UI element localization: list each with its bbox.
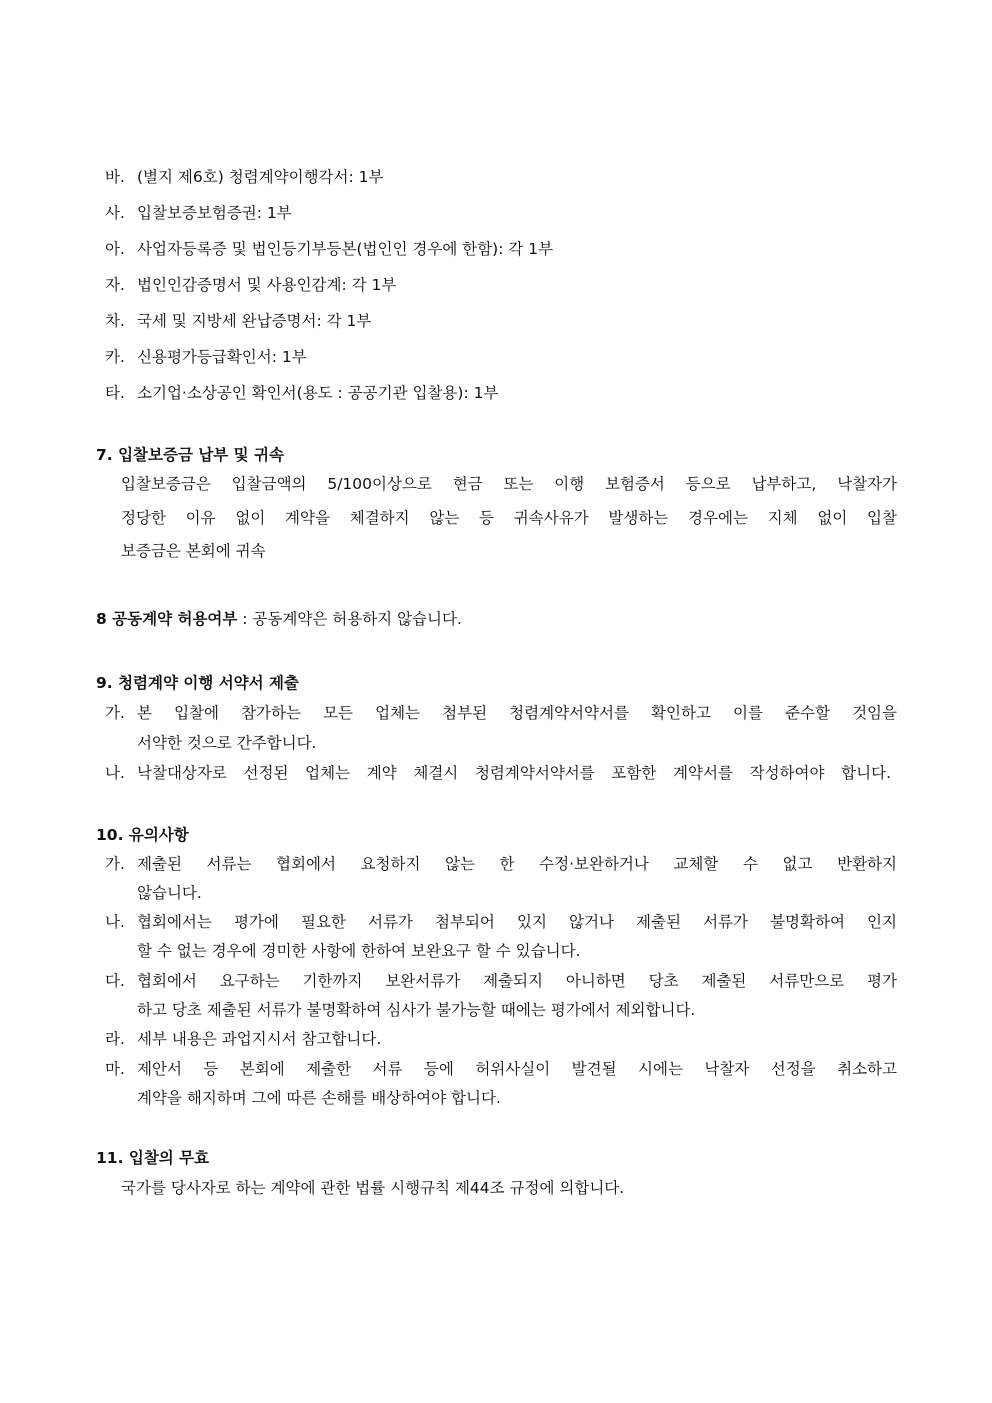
list-item	[105, 274, 396, 296]
list-item-text: 신용평가등급확인서: 1부	[137, 348, 307, 366]
list-marker: 나.	[105, 913, 125, 931]
list-item-text: 협회에서는 평가에 필요한 서류가 첨부되어 있지 않거나 제출된 서류가 불명확하여 인지	[137, 913, 897, 931]
list-item-text: 협회에서 요구하는 기한까지 보완서류가 제출되지 아니하면 당초 제출된 서류만으로 평가	[137, 972, 897, 990]
list-marker: 마.	[105, 1060, 125, 1078]
list-item-text: 서약한 것으로 간주합니다.	[137, 734, 317, 752]
list-marker: 자.	[105, 276, 125, 294]
section-heading	[96, 608, 462, 630]
list-item	[105, 166, 383, 188]
list-item-text: (별지 제6호) 청렴계약이행각서: 1부	[137, 168, 384, 186]
list-marker: 나.	[105, 764, 125, 782]
section-inline-text: : 공동계약은 허용하지 않습니다.	[237, 610, 462, 628]
paragraph-line: 국가를 당사자로 하는 계약에 관한 법률 시행규칙 제44조 규정에 의합니다.	[121, 1179, 625, 1197]
list-item-text: 제안서 등 본회에 제출한 서류 등에 허위사실이 발견될 시에는 낙찰자 선정을 취소하고	[137, 1060, 897, 1078]
list-marker: 라.	[105, 1030, 125, 1048]
list-marker: 다.	[105, 972, 125, 990]
paragraph-line: 입찰보증금은 입찰금액의 5/100이상으로 현금 또는 이행 보험증서 등으로 납부하고, 낙찰자가	[121, 475, 897, 493]
list-item-text: 소기업·소상공인 확인서(용도 : 공공기관 입찰용): 1부	[137, 384, 499, 402]
list-item-text: 계약을 해지하며 그에 따른 손해를 배상하여야 합니다.	[137, 1089, 501, 1107]
list-item	[105, 346, 307, 368]
list-marker: 가.	[105, 855, 125, 873]
list-item-text: 입찰보증보험증권: 1부	[137, 204, 292, 222]
paragraph-line: 정당한 이유 없이 계약을 체결하지 않는 등 귀속사유가 발생하는 경우에는 지체 없이 입찰	[121, 509, 897, 527]
list-marker: 카.	[105, 348, 125, 366]
list-marker: 사.	[105, 204, 125, 222]
list-item-text: 국세 및 지방세 완납증명서: 각 1부	[137, 312, 372, 330]
list-marker: 가.	[105, 704, 125, 722]
list-item	[105, 238, 553, 260]
section-heading: 7. 입찰보증금 납부 및 귀속	[96, 446, 284, 464]
list-marker: 바.	[105, 168, 125, 186]
list-item-text: 낙찰대상자로 선정된 업체는 계약 체결시 청렴계약서약서를 포함한 계약서를 작성하여야 합니다.	[137, 764, 891, 782]
list-item-text: 법인인감증명서 및 사용인감계: 각 1부	[137, 276, 397, 294]
list-marker: 타.	[105, 384, 125, 402]
list-item-text: 본 입찰에 참가하는 모든 업체는 첨부된 청렴계약서약서를 확인하고 이를 준수할 것임을	[137, 704, 897, 722]
list-item	[105, 310, 371, 332]
list-marker: 아.	[105, 240, 125, 258]
list-item-text: 않습니다.	[137, 884, 202, 902]
list-marker: 차.	[105, 312, 125, 330]
section-heading: 9. 청렴계약 이행 서약서 제출	[96, 674, 299, 692]
list-item	[105, 382, 498, 404]
section-heading: 10. 유의사항	[96, 826, 189, 844]
list-item-text: 세부 내용은 과업지시서 참고합니다.	[137, 1030, 382, 1048]
section-heading: 11. 입찰의 무효	[96, 1149, 210, 1167]
paragraph-line: 보증금은 본회에 귀속	[121, 542, 266, 560]
list-item-text: 사업자등록증 및 법인등기부등본(법인인 경우에 한함): 각 1부	[137, 240, 554, 258]
list-item	[105, 202, 292, 224]
list-item-text: 하고 당초 제출된 서류가 불명확하여 심사가 불가능할 때에는 평가에서 제외합니다.	[137, 1001, 696, 1019]
list-item-text: 제출된 서류는 협회에서 요청하지 않는 한 수정·보완하거나 교체할 수 없고 반환하지	[137, 855, 897, 873]
section-title: 8 공동계약 허용여부	[96, 610, 238, 628]
list-item-text: 할 수 없는 경우에 경미한 사항에 한하여 보완요구 할 수 있습니다.	[137, 942, 581, 960]
